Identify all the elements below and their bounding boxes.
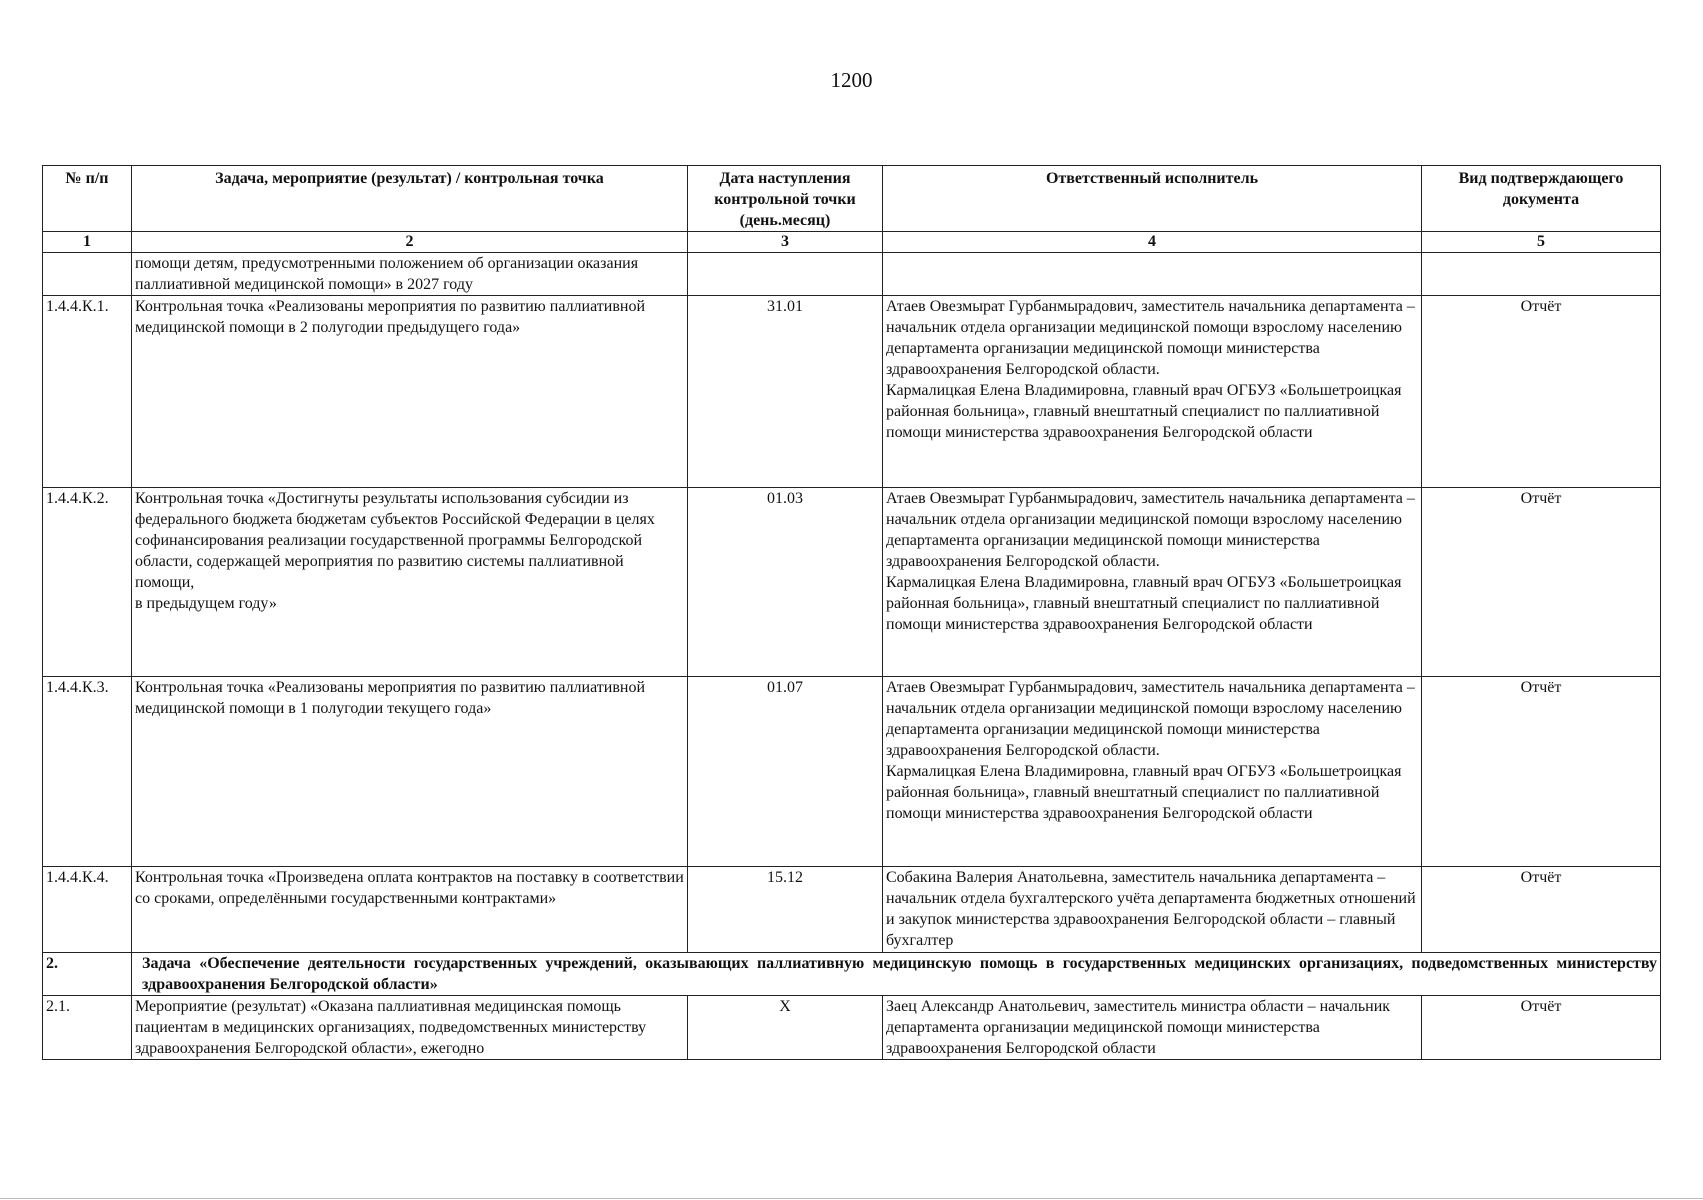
row-responsible: Атаев Овезмырат Гурбанмырадович, заместитель начальника департамента – начальник отдела организации медицинской помощи взрослому населению департамента организации медицинской помощи министерства здравоохранения Белгородской области. Кармалицкая Елена Владимировна, главный врач ОГБУЗ «Большетроицкая районная больница», главный внештатный специалист по паллиативной помощи министерства здравоохранения Белгородской области <box>883 677 1422 867</box>
continuation-text: помощи детям, предусмотренными положением об организации оказания паллиативной медицинской помощи» в 2027 году <box>132 253 688 296</box>
row-responsible: Атаев Овезмырат Гурбанмырадович, заместитель начальника департамента – начальник отдела организации медицинской помощи взрослому населению департамента организации медицинской помощи министерства здравоохранения Белгородской области. Кармалицкая Елена Владимировна, главный врач ОГБУЗ «Большетроицкая районная больница», главный внештатный специалист по паллиативной помощи министерства здравоохранения Белгородской области <box>883 488 1422 677</box>
page-number: 1200 <box>830 68 873 92</box>
column-number: 5 <box>1422 232 1661 253</box>
row-number: 1.4.4.К.3. <box>43 677 132 867</box>
column-number: 3 <box>688 232 883 253</box>
task-text: Задача «Обеспечение деятельности государственных учреждений, оказывающих паллиативную медицинскую помощь в государственных медицинских организациях, подведомственных министерству здравоохранения Белгородской области» <box>132 953 1661 996</box>
header-row <box>43 166 1661 232</box>
row-date: Х <box>688 996 883 1060</box>
task-row <box>43 953 1661 996</box>
column-number: 4 <box>883 232 1422 253</box>
row-number: 1.4.4.К.4. <box>43 867 132 953</box>
row-document: Отчёт <box>1422 488 1661 677</box>
row-document: Отчёт <box>1422 296 1661 488</box>
row-date: 01.07 <box>688 677 883 867</box>
table-row <box>43 996 1661 1060</box>
control-points-table <box>42 165 1661 1060</box>
row-document: Отчёт <box>1422 677 1661 867</box>
row-text: Контрольная точка «Реализованы мероприятия по развитию паллиативной медицинской помощи в 2 полугодии предыдущего года» <box>132 296 688 488</box>
table-row <box>43 488 1661 677</box>
continuation-row <box>43 253 1661 296</box>
row-text: Контрольная точка «Реализованы мероприятия по развитию паллиативной медицинской помощи в 1 полугодии текущего года» <box>132 677 688 867</box>
row-responsible: Заец Александр Анатольевич, заместитель министра области – начальник департамента организации медицинской помощи министерства здравоохранения Белгородской области <box>883 996 1422 1060</box>
row-date: 15.12 <box>688 867 883 953</box>
row-date: 31.01 <box>688 296 883 488</box>
column-number: 1 <box>43 232 132 253</box>
row-text: Контрольная точка «Произведена оплата контрактов на поставку в соответствии со сроками, определёнными государственными контрактами» <box>132 867 688 953</box>
header-responsible: Ответственный исполнитель <box>883 166 1422 232</box>
header-number: № п/п <box>43 166 132 232</box>
row-number: 2.1. <box>43 996 132 1060</box>
row-responsible: Атаев Овезмырат Гурбанмырадович, заместитель начальника департамента – начальник отдела организации медицинской помощи взрослому населению департамента организации медицинской помощи министерства здравоохранения Белгородской области. Кармалицкая Елена Владимировна, главный врач ОГБУЗ «Большетроицкая районная больница», главный внештатный специалист по паллиативной помощи министерства здравоохранения Белгородской области <box>883 296 1422 488</box>
column-numbers-row <box>43 232 1661 253</box>
row-date: 01.03 <box>688 488 883 677</box>
row-responsible: Собакина Валерия Анатольевна, заместитель начальника департамента – начальник отдела бухгалтерского учёта департамента бюджетных отношений и закупок министерства здравоохранения Белгородской области – главный бухгалтер <box>883 867 1422 953</box>
row-text: Контрольная точка «Достигнуты результаты использования субсидии из федерального бюджета бюджетам субъектов Российской Федерации в целях софинансирования реализации государственной программы Белгородской области, содержащей мероприятия по развитию системы паллиативной помощи, в предыдущем году» <box>132 488 688 677</box>
header-date: Дата наступления контрольной точки (день.месяц) <box>688 166 883 232</box>
row-text: Мероприятие (результат) «Оказана паллиативная медицинская помощь пациентам в медицинских организациях, подведомственных министерству здравоохранения Белгородской области», ежегодно <box>132 996 688 1060</box>
row-document: Отчёт <box>1422 867 1661 953</box>
scan-edge-mark <box>0 1198 1703 1199</box>
row-number: 1.4.4.К.2. <box>43 488 132 677</box>
row-document: Отчёт <box>1422 996 1661 1060</box>
header-task: Задача, мероприятие (результат) / контрольная точка <box>132 166 688 232</box>
table-row <box>43 677 1661 867</box>
column-number: 2 <box>132 232 688 253</box>
row-number: 1.4.4.К.1. <box>43 296 132 488</box>
task-number: 2. <box>43 953 132 996</box>
table-row <box>43 867 1661 953</box>
header-document: Вид подтверждающего документа <box>1422 166 1661 232</box>
table-row <box>43 296 1661 488</box>
